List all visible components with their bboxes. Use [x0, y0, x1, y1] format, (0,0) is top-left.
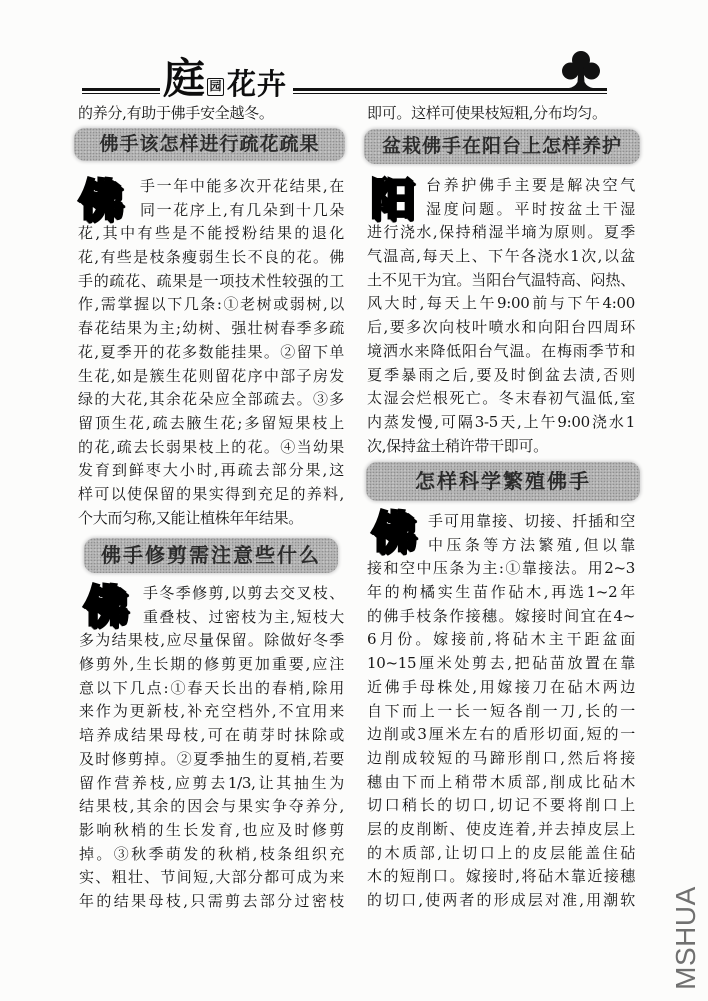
article-body-propagation: [367, 507, 635, 913]
text-line: 多为结果枝,应尽量保留。除做好冬季: [79, 631, 344, 650]
article-heading-pruning: 佛手修剪需注意些什么: [84, 538, 338, 573]
text-line: 穗由下而上稍带木质部,削成比砧木: [367, 772, 635, 791]
text-line: 留顶生花,疏去腋生花;多留短果枝上: [78, 413, 344, 432]
text-line: 中压条等方法繁殖,但以靠: [428, 535, 635, 554]
text-line: 个大而匀称,又能让植株年年结果。: [78, 508, 303, 527]
left-continued-text: [78, 102, 344, 126]
text-line: 春花结果为主;幼树、强壮树春季多疏: [78, 319, 344, 338]
text-line: 的佛手枝条作接穗。嫁接时间宜在4~: [367, 606, 635, 625]
text-line: 湿度问题。平时按盆土干湿: [426, 199, 635, 218]
article-heading-propagation: 怎样科学繁殖佛手: [366, 462, 640, 501]
text-line: 年的结果母枝,只需剪去部分过密枝: [79, 891, 344, 910]
text-line: 边削成较短的马蹄形削口,然后将接: [367, 748, 635, 767]
text-line: 风大时,每天上午9:00前与下午4:00: [367, 294, 635, 313]
text-line: 的养分,有助于佛手安全越冬。: [78, 104, 274, 122]
text-line: 留作营养枝,应剪去1/3,让其抽生为: [79, 773, 344, 792]
text-line: 6月份。嫁接前,将砧木主干距盆面: [367, 630, 635, 649]
text-line: 的花,疏去长弱果枝上的花。④当幼果: [78, 437, 344, 456]
text-line: 木的短削口。嫁接时,将砧木靠近接穗: [367, 867, 635, 886]
right-continued-text: [367, 102, 635, 126]
text-line: 边削或3厘米左右的盾形切面,短的一: [367, 725, 635, 744]
text-line: 气温高,每天上、下午各浇水1次,以盆: [367, 247, 635, 266]
text-line: 手可用靠接、切接、扦插和空: [428, 512, 635, 530]
text-line: 掉。③秋季萌发的秋梢,枝条组织充: [79, 844, 344, 863]
text-line: 后,要多次向枝叶喷水和向阳台四周环: [367, 318, 635, 337]
text-line: 花,夏季开的花多数能挂果。②留下单: [78, 342, 344, 361]
text-line: 影响秋梢的生长发育,也应及时修剪: [79, 820, 344, 839]
text-line: 的木质部,让切口上的皮层能盖住砧: [367, 843, 635, 862]
drop-cap: 佛: [78, 175, 122, 226]
text-line: 年的枸橘实生苗作砧木,再选1~2年: [367, 583, 635, 602]
text-line: 同一花序上,有几朵到十几朵: [140, 200, 344, 219]
section-title: [163, 52, 288, 103]
section-title-main: 庭: [163, 54, 206, 103]
text-line: 培养成结果母枝,可在萌芽时抹除或: [79, 726, 344, 745]
section-title-rest: 花卉: [227, 67, 288, 101]
drop-cap: 阳: [370, 174, 414, 225]
article-heading-thinning: 佛手该怎样进行疏花疏果: [74, 128, 345, 161]
text-line: 接和空中压条为主:①靠接法。用2~3: [367, 559, 635, 578]
text-line: 10~15厘米处剪去,把砧苗放置在靠: [367, 654, 635, 673]
text-line: 生花,如是簇生花则留花序中部子房发: [78, 366, 344, 385]
text-line: 及时修剪掉。②夏季抽生的夏梢,若要: [79, 749, 344, 768]
text-line: 来作为更新枝,补充空档外,不宜用来: [79, 702, 344, 721]
text-line: 台养护佛手主要是解决空气: [426, 176, 635, 194]
text-line: 手的疏花、疏果是一项技术性较强的工: [78, 271, 344, 290]
article-body-balcony-care: [367, 174, 635, 458]
text-line: 次,保持盆土稍许带干即可。: [367, 436, 548, 455]
text-line: 太湿会烂根死亡。冬末春初气温低,室: [367, 389, 635, 408]
text-line: 即可。这样可使果枝短粗,分布均匀。: [367, 104, 607, 122]
drop-cap: 佛: [371, 507, 415, 558]
text-line: 修剪外,生长期的修剪更加重要,应注: [79, 655, 344, 674]
text-line: 夏季暴雨之后,要及时倒盆去渍,否则: [367, 365, 635, 384]
text-line: 花,有些是枝条瘦弱生长不良的花。佛: [78, 248, 344, 267]
section-title-boxed-char: 园: [207, 78, 224, 96]
header-rule-right: [293, 88, 607, 94]
text-line: 手冬季修剪,以剪去交叉枝、: [143, 584, 344, 602]
article-body-thinning: [78, 175, 344, 530]
text-line: 发育到鲜枣大小时,再疏去部分果,这: [78, 461, 344, 480]
text-line: 重叠枝、过密枝为主,短枝大: [143, 607, 344, 626]
text-line: 实、粗壮、节间短,大部分都可成为来: [79, 868, 344, 887]
text-line: 土不见干为宜。当阳台气温特高、闷热、: [367, 270, 635, 289]
text-line: 境洒水来降低阳台气温。在梅雨季节和: [367, 341, 635, 360]
text-line: 自下而上一长一短各削一刀,长的一: [367, 701, 635, 720]
text-line: 近佛手母株处,用嫁接刀在砧木两边: [367, 677, 635, 696]
watermark: MSHUA: [670, 886, 701, 990]
text-line: 手一年中能多次开花结果,在: [140, 177, 344, 195]
text-line: 内蒸发慢,可隔3-5天,上午9:00浇水1: [367, 412, 635, 431]
text-line: 作,需掌握以下几条:①老树或弱树,以: [78, 295, 344, 314]
text-line: 结果枝,其余的因会与果实争夺养分,: [79, 797, 344, 816]
text-line: 切口稍长的切口,切记不要将削口上: [367, 796, 635, 815]
article-body-pruning: [79, 582, 344, 914]
text-line: 绿的大花,其余花朵应全部疏去。③多: [78, 390, 344, 409]
text-line: 的切口,使两者的形成层对准,用潮软: [367, 891, 635, 909]
club-icon: [561, 50, 601, 92]
article-heading-balcony-care: 盆栽佛手在阳台上怎样养护: [364, 129, 640, 164]
header-rule-left: [82, 88, 160, 94]
text-line: 意以下几点:①春天长出的春梢,除用: [79, 678, 344, 697]
text-line: 花,其中有些是不能授粉结果的退化: [78, 224, 344, 243]
drop-cap: 佛: [83, 581, 127, 632]
text-line: 进行浇水,保持稍湿半墒为原则。夏季: [367, 223, 635, 242]
text-line: 样可以使保留的果实得到充足的养料,: [78, 484, 344, 503]
text-line: 层的皮削断、使皮连着,并去掉皮层上: [367, 819, 635, 838]
